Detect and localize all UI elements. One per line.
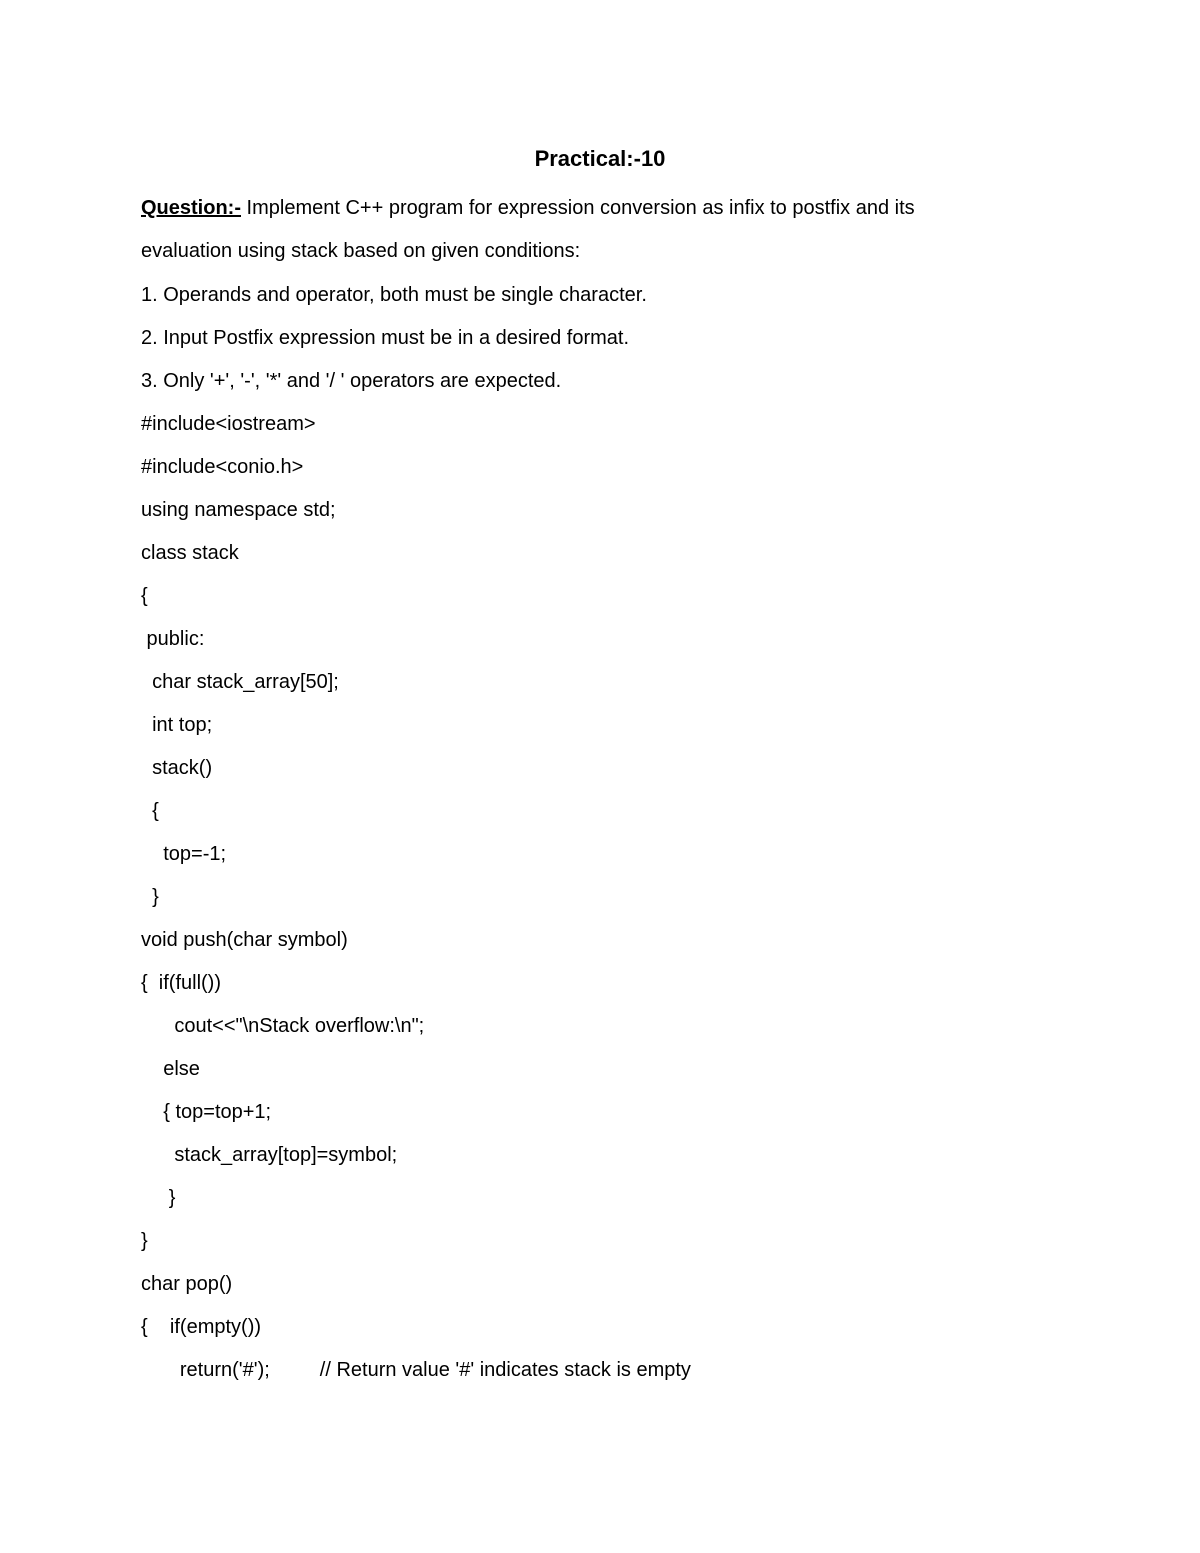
condition-3: 3. Only '+', '-', '*' and '/ ' operators are expected. (141, 370, 562, 392)
question-text: Implement C++ program for expression conversion as infix to postfix and its (241, 197, 915, 219)
code-line: char pop() (141, 1273, 233, 1295)
code-line: void push(char symbol) (141, 929, 348, 951)
condition-2: 2. Input Postfix expression must be in a desired format. (141, 327, 630, 349)
code-line: { if(full()) (141, 972, 221, 994)
code-line: } (141, 886, 159, 908)
code-line: { if(empty()) (141, 1316, 262, 1338)
code-line: stack() (141, 757, 213, 779)
code-line: { top=top+1; (141, 1101, 272, 1123)
code-line: #include<iostream> (141, 413, 316, 435)
code-line: #include<conio.h> (141, 456, 304, 478)
code-line: } (141, 1187, 176, 1209)
code-line: char stack_array[50]; (141, 671, 339, 693)
code-line: { (141, 585, 148, 607)
code-line: stack_array[top]=symbol; (141, 1144, 398, 1166)
code-line: } (141, 1230, 148, 1252)
question-label: Question:- (141, 197, 241, 219)
text-line-evaluation: evaluation using stack based on given conditions: (141, 240, 581, 262)
code-line: top=-1; (141, 843, 227, 865)
question-line (141, 193, 915, 223)
code-line: return('#'); // Return value '#' indicates stack is empty (141, 1359, 691, 1381)
code-line: using namespace std; (141, 499, 336, 521)
code-line: else (141, 1058, 200, 1080)
code-line: { (141, 800, 159, 822)
code-line: cout<<"\nStack overflow:\n"; (141, 1015, 425, 1037)
code-line: public: (141, 628, 205, 650)
code-line: class stack (141, 542, 239, 564)
page-title: Practical:-10 (534, 146, 666, 171)
code-line: int top; (141, 714, 213, 736)
condition-1: 1. Operands and operator, both must be single character. (141, 284, 647, 306)
